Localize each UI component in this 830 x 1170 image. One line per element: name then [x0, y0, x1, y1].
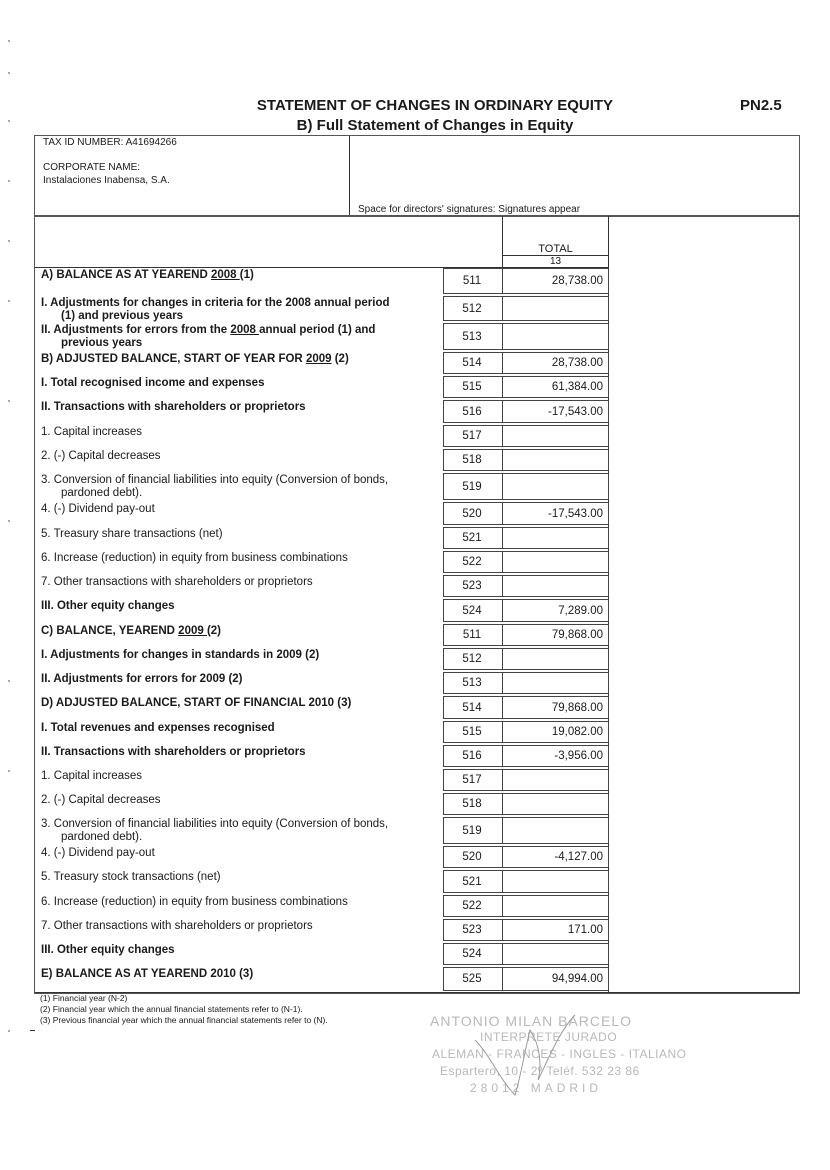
- row-value: -17,543.00: [548, 405, 603, 418]
- value-cell-box: [502, 473, 609, 500]
- row-value: 61,384.00: [551, 381, 603, 393]
- row-label-suffix: (2): [331, 353, 349, 365]
- row-label-year: 2009: [305, 353, 332, 365]
- value-cell-box: [502, 648, 609, 670]
- row-label-continuation: (1) and previous years: [61, 310, 184, 322]
- row-label-suffix: annual period (1) and: [259, 324, 376, 336]
- row-label-text: III. Other equity changes: [41, 944, 175, 956]
- row-code: 512: [462, 302, 482, 315]
- row-code: 518: [462, 798, 482, 810]
- row-label-text: 2. (-) Capital decreases: [41, 794, 161, 806]
- value-cell-box: [502, 943, 609, 965]
- row-label-text: I. Total recognised income and expenses: [41, 377, 265, 389]
- value-cell-box: [502, 769, 609, 791]
- value-cell-box: [502, 425, 609, 447]
- form-code: PN2.5: [740, 97, 782, 114]
- row-label-text: I. Adjustments for changes in standards in 2009 (2): [41, 649, 320, 661]
- row-value: -4,127.00: [554, 851, 603, 863]
- row-label: [41, 401, 436, 414]
- row-label-text: 4. (-) Dividend pay-out: [41, 503, 155, 515]
- row-label: [41, 324, 436, 350]
- row-value: -3,956.00: [554, 750, 603, 762]
- footnote-3: (3) Previous financial year which the annual financial statements refer to (N).: [40, 1015, 328, 1025]
- row-code: 520: [462, 507, 482, 520]
- value-cell-box: [502, 296, 609, 321]
- row-label: [41, 450, 436, 463]
- value-cell-box: [502, 527, 609, 549]
- row-label-text: II. Adjustments for errors for 2009 (2): [41, 673, 243, 685]
- value-cell-box: [502, 870, 609, 893]
- row-label: [41, 968, 436, 981]
- row-label: [41, 871, 436, 884]
- page-title: STATEMENT OF CHANGES IN ORDINARY EQUITY: [256, 97, 614, 114]
- row-label: [41, 770, 436, 783]
- row-label: [41, 353, 436, 366]
- row-value: 7,289.00: [558, 604, 603, 617]
- row-code: 515: [462, 381, 482, 393]
- row-label-suffix: (2): [206, 625, 222, 637]
- row-label-continuation: previous years: [61, 337, 143, 349]
- value-cell-box: [502, 895, 609, 917]
- row-label: [41, 528, 436, 541]
- row-value: 28,738.00: [551, 357, 603, 369]
- stamp-languages: ALEMAN - FRANCES - INGLES - ITALIANO: [432, 1047, 687, 1061]
- row-label: [41, 697, 436, 710]
- row-label-text: A) BALANCE AS AT YEAREND: [41, 269, 211, 281]
- row-label: [41, 503, 436, 516]
- row-label: [41, 600, 436, 613]
- row-label-year: 2008: [210, 269, 240, 281]
- row-label-year: 2009: [178, 625, 207, 637]
- row-label-text: 6. Increase (reduction) in equity from business combinations: [41, 896, 348, 908]
- row-value: 94,994.00: [551, 973, 603, 985]
- row-label: [41, 818, 436, 844]
- stamp-name: ANTONIO MILAN BARCELO: [430, 1013, 633, 1029]
- row-label: [41, 649, 436, 662]
- tax-id: TAX ID NUMBER: A41694266: [43, 137, 177, 148]
- row-label: [41, 794, 436, 807]
- corporate-name-label: CORPORATE NAME:: [43, 162, 141, 173]
- row-label: [41, 847, 436, 860]
- row-label-text: I. Total revenues and expenses recognised: [41, 722, 275, 734]
- row-label: [41, 896, 436, 909]
- row-code: 520: [462, 851, 482, 863]
- row-label-text: 4. (-) Dividend pay-out: [41, 847, 155, 859]
- row-code: 525: [462, 973, 482, 985]
- value-cell-box: [502, 817, 609, 844]
- row-code: 515: [462, 726, 482, 738]
- row-code: 512: [462, 653, 482, 665]
- row-value: 19,082.00: [551, 726, 603, 738]
- row-code: 513: [462, 330, 482, 343]
- row-label-text: B) ADJUSTED BALANCE, START OF YEAR FOR: [41, 353, 306, 365]
- row-code: 519: [462, 480, 482, 493]
- stamp-role: INTERPRETE JURADO: [480, 1030, 618, 1044]
- row-label-text: 1. Capital increases: [41, 426, 142, 438]
- row-code: 524: [462, 604, 482, 617]
- row-code: 524: [462, 948, 482, 960]
- row-value: 79,868.00: [551, 629, 603, 641]
- row-code: 517: [462, 430, 482, 442]
- row-value: -17,543.00: [548, 507, 603, 520]
- row-label: [41, 944, 436, 957]
- value-cell-box: [502, 793, 609, 815]
- column-header-total: TOTAL: [538, 243, 573, 255]
- value-cell-box: [502, 551, 609, 573]
- value-cell-box: [502, 323, 609, 350]
- row-label: [41, 377, 436, 390]
- row-label: [41, 673, 436, 686]
- row-label: [41, 722, 436, 735]
- row-label: [41, 474, 436, 500]
- row-label: [41, 426, 436, 439]
- row-label: [41, 552, 436, 565]
- row-label: [41, 297, 436, 323]
- row-code: 516: [462, 750, 482, 762]
- row-code: 511: [462, 629, 482, 641]
- signature-scribble: [470, 1010, 580, 1105]
- row-label-text: II. Adjustments for errors from the: [41, 324, 231, 336]
- value-cell-box: [502, 449, 609, 471]
- row-label-text: 7. Other transactions with shareholders or proprietors: [41, 920, 313, 932]
- row-value: 79,868.00: [551, 701, 603, 714]
- stamp-city: 28012 MADRID: [470, 1081, 603, 1095]
- row-label-text: 6. Increase (reduction) in equity from business combinations: [41, 552, 348, 564]
- row-label-text: I. Adjustments for changes in criteria for the 2008 annual period: [41, 297, 390, 309]
- signatures-note: Space for directors' signatures: Signatures appear: [358, 204, 581, 215]
- row-label-text: 3. Conversion of financial liabilities into equity (Conversion of bonds,: [41, 818, 389, 830]
- row-code: 521: [462, 532, 482, 544]
- row-label-text: D) ADJUSTED BALANCE, START OF FINANCIAL 2010 (3): [41, 697, 352, 709]
- row-code: 514: [462, 357, 482, 369]
- row-label-text: II. Transactions with shareholders or proprietors: [41, 401, 306, 413]
- row-code: 522: [462, 556, 482, 568]
- value-cell-box: [502, 575, 609, 597]
- row-code: 517: [462, 774, 482, 786]
- row-label: [41, 625, 436, 638]
- footnote-1: (1) Financial year (N-2): [40, 993, 128, 1003]
- row-label-text: C) BALANCE, YEAREND: [41, 625, 179, 637]
- row-label: [41, 576, 436, 589]
- row-label-text: 5. Treasury stock transactions (net): [41, 871, 221, 883]
- stamp-address: Espartero, 10 - 2º Teléf. 532 23 86: [440, 1064, 640, 1078]
- footnote-2: (2) Financial year which the annual financial statements refer to (N-1).: [40, 1004, 303, 1014]
- row-code: 523: [462, 924, 482, 936]
- row-label-year: 2008: [230, 324, 260, 336]
- corporate-name: Instalaciones Inabensa, S.A.: [43, 175, 170, 186]
- row-label-text: 3. Conversion of financial liabilities into equity (Conversion of bonds,: [41, 474, 389, 486]
- row-code: 511: [462, 275, 482, 287]
- row-code: 516: [462, 405, 482, 418]
- row-label-text: 2. (-) Capital decreases: [41, 450, 161, 462]
- row-value: 28,738.00: [551, 275, 603, 287]
- row-code: 521: [462, 875, 482, 888]
- row-label-continuation: pardoned debt).: [61, 831, 143, 843]
- row-label: [41, 920, 436, 933]
- row-code: 522: [462, 900, 482, 912]
- row-code: 513: [462, 677, 482, 689]
- row-label-text: 5. Treasury share transactions (net): [41, 528, 223, 540]
- row-label-text: 7. Other transactions with shareholders or proprietors: [41, 576, 313, 588]
- row-code: 523: [462, 580, 482, 592]
- row-label-text: 1. Capital increases: [41, 770, 142, 782]
- page-subtitle: B) Full Statement of Changes in Equity: [296, 117, 574, 134]
- row-label-text: II. Transactions with shareholders or proprietors: [41, 746, 306, 758]
- value-cell-box: [502, 672, 609, 694]
- row-label: [41, 269, 436, 282]
- row-label-suffix: (1): [239, 269, 254, 281]
- row-code: 514: [462, 701, 482, 714]
- row-label: [41, 746, 436, 759]
- column-number: 13: [549, 256, 562, 267]
- row-value: 171.00: [567, 924, 603, 936]
- row-label-text: III. Other equity changes: [41, 600, 175, 612]
- row-label-text: E) BALANCE AS AT YEAREND 2010 (3): [41, 968, 254, 980]
- row-code: 519: [462, 824, 482, 837]
- row-code: 518: [462, 454, 482, 466]
- row-label-continuation: pardoned debt).: [61, 487, 143, 499]
